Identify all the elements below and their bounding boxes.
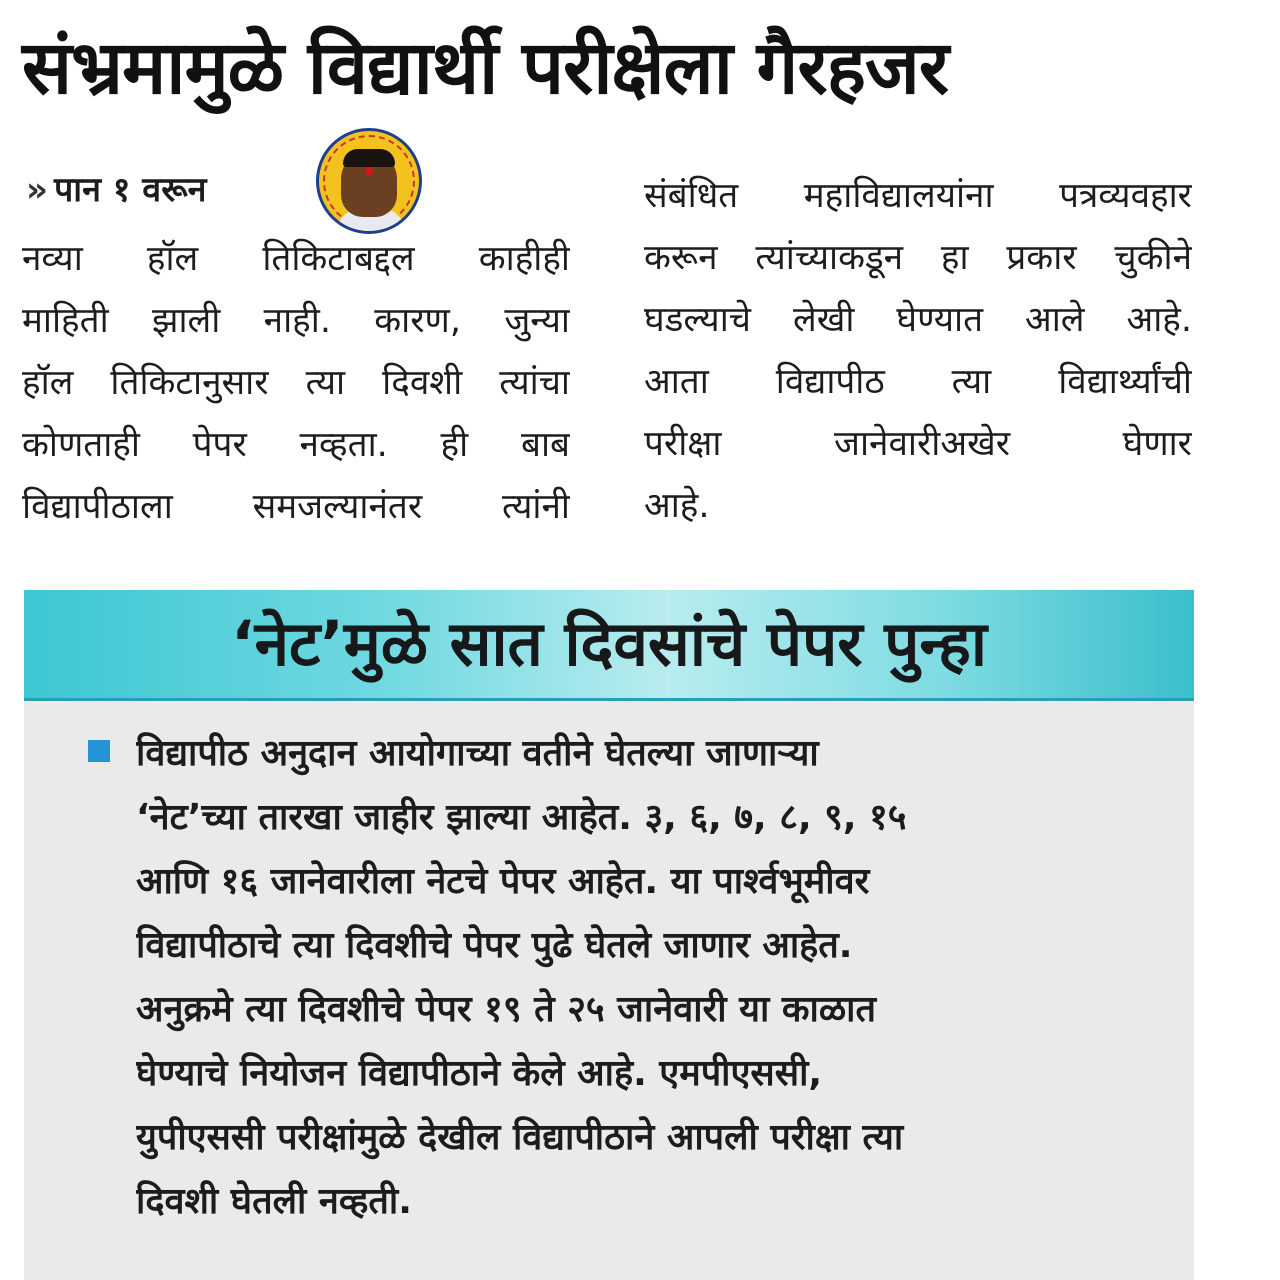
right-column-line: परीक्षा जानेवारीअखेर घेणार	[644, 424, 1192, 464]
box-body-line: विद्यापीठाचे त्या दिवशीचे पेपर पुढे घेतले जाणार आहेत.	[136, 925, 853, 966]
left-column-line: नव्या हॉल तिकिटाबद्दल काहीही	[22, 239, 570, 279]
right-column-line: घडल्याचे लेखी घेण्यात आले आहे.	[644, 300, 1192, 340]
box-body	[136, 722, 1116, 1234]
portrait-seal-icon	[316, 128, 422, 234]
right-column-line: आहे.	[644, 486, 710, 526]
headline: संभ्रमामुळे विद्यार्थी परीक्षेला गैरहजर	[22, 25, 949, 111]
left-column-line: विद्यापीठाला समजल्यानंतर त्यांनी	[22, 487, 570, 527]
chevron-right-icon: »	[26, 170, 48, 210]
left-column-line: कोणताही पेपर नव्हता. ही बाब	[22, 425, 570, 465]
portrait-tilak	[365, 167, 373, 175]
right-column-line: करून त्यांच्याकडून हा प्रकार चुकीने	[644, 238, 1192, 278]
right-column	[644, 165, 1192, 537]
right-column-line: आता विद्यापीठ त्या विद्यार्थ्यांची	[644, 362, 1192, 402]
square-bullet-icon	[88, 740, 110, 762]
box-body-line: दिवशी घेतली नव्हती.	[136, 1181, 412, 1222]
box-body-line: युपीएससी परीक्षांमुळे देखील विद्यापीठाने आपली परीक्षा त्या	[136, 1117, 904, 1158]
left-column-line: माहिती झाली नाही. कारण, जुन्या	[22, 301, 570, 341]
box-body-line: विद्यापीठ अनुदान आयोगाच्या वतीने घेतल्या जाणाऱ्या	[136, 733, 819, 774]
box-body-line: ‘नेट’च्या तारखा जाहीर झाल्या आहेत. ३, ६, ७, ८, ९, १५	[136, 797, 907, 838]
kicker	[26, 165, 207, 215]
box-body-line: आणि १६ जानेवारीला नेटचे पेपर आहेत. या पार्श्वभूमीवर	[136, 861, 870, 902]
portrait-hair	[343, 149, 395, 167]
box-body-line: अनुक्रमे त्या दिवशीचे पेपर १९ ते २५ जानेवारी या काळात	[136, 989, 877, 1030]
box-body-line: घेण्याचे नियोजन विद्यापीठाने केले आहे. एमपीएससी,	[136, 1053, 823, 1094]
box-title: ‘नेट’मुळे सात दिवसांचे पेपर पुन्हा	[231, 607, 987, 680]
left-column-line: हॉल तिकिटानुसार त्या दिवशी त्यांचा	[22, 363, 570, 403]
right-column-line: संबंधित महाविद्यालयांना पत्रव्यवहार	[644, 176, 1192, 216]
kicker-label: पान १ वरून	[53, 170, 207, 210]
left-column	[22, 228, 570, 538]
